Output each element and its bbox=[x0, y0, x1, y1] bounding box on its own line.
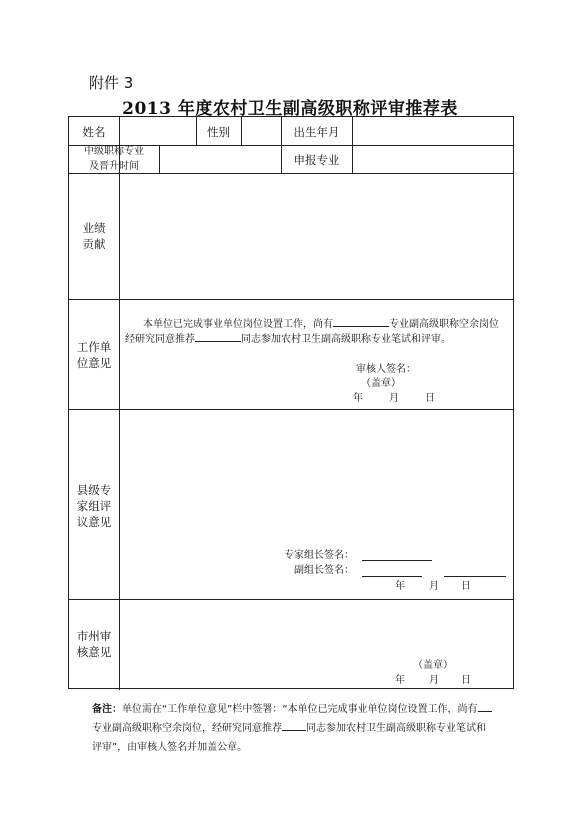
work-unit-label-line1: 工作单 bbox=[76, 340, 112, 354]
work-unit-label-line2: 位意见 bbox=[76, 356, 112, 370]
leader-signature-label: 专家组长签名： bbox=[284, 550, 354, 561]
unit-opinion-text: 本单位已完成事业单位岗位设置工作，尚有 bbox=[143, 319, 333, 330]
apply-major-label: 申报专业 bbox=[293, 153, 340, 167]
deputy-signature-label: 副组长签名： bbox=[294, 565, 354, 576]
date-day: 日 bbox=[461, 581, 471, 592]
county-label-line2: 家组评 bbox=[76, 499, 112, 513]
label-column-divider bbox=[119, 117, 120, 690]
remarks-heading: 备注： bbox=[92, 704, 122, 715]
vacancy-blank bbox=[333, 315, 389, 327]
row-divider bbox=[69, 299, 513, 300]
seal-label: （盖章） bbox=[361, 378, 401, 389]
unit-opinion-text: 经研究同意推荐 bbox=[125, 334, 195, 345]
date-year: 年 bbox=[395, 581, 405, 592]
remarks-line1 bbox=[92, 700, 512, 719]
row-divider bbox=[69, 409, 513, 410]
performance-label bbox=[69, 220, 119, 252]
city-label-line1: 市州审 bbox=[76, 629, 112, 643]
remarks-blank bbox=[478, 700, 492, 712]
cell-divider bbox=[159, 145, 160, 173]
date-year: 年 bbox=[395, 675, 405, 686]
birth-date-label: 出生年月 bbox=[293, 125, 340, 139]
reviewer-signature-label: 审核人签名： bbox=[356, 364, 416, 375]
date-year: 年 bbox=[353, 393, 363, 404]
county-expert-opinion-label bbox=[69, 482, 119, 530]
remarks-text: 评审”，由审核人签名并加盖公章。 bbox=[92, 742, 248, 753]
city-label-line2: 核意见 bbox=[76, 645, 112, 659]
remarks bbox=[92, 700, 512, 757]
performance-label-line1: 业绩 bbox=[82, 221, 106, 235]
county-label-line1: 县级专 bbox=[76, 483, 112, 497]
unit-opinion-line2 bbox=[125, 330, 451, 347]
row-divider bbox=[69, 599, 513, 600]
cell-divider bbox=[241, 117, 242, 145]
remarks-text: 单位需在“工作单位意见”栏中签署：“本单位已完成事业单位岗位设置工作，尚有 bbox=[122, 704, 478, 715]
gender-label: 性别 bbox=[207, 125, 230, 139]
remarks-text: 专业副高级职称空余岗位，经研究同意推荐 bbox=[92, 723, 282, 734]
date-month: 月 bbox=[429, 581, 439, 592]
recommendation-form bbox=[68, 116, 514, 689]
cell-divider bbox=[352, 117, 353, 173]
mid-title-label-line2: 及晋升时间 bbox=[89, 161, 139, 172]
city-review-label bbox=[69, 628, 119, 660]
remarks-blank bbox=[282, 719, 306, 731]
attachment-number: 附件 3 bbox=[89, 74, 134, 92]
remarks-line3 bbox=[92, 738, 512, 757]
name-label: 姓名 bbox=[82, 125, 106, 139]
unit-opinion-text: 同志参加农村卫生副高级职称专业笔试和评审。 bbox=[241, 334, 451, 345]
mid-title-label-line1: 中级职称专业 bbox=[84, 146, 144, 157]
remarks-line2 bbox=[92, 719, 512, 738]
date-day: 日 bbox=[425, 393, 435, 404]
deputy-signature-line bbox=[362, 576, 422, 577]
date-month: 月 bbox=[389, 393, 399, 404]
candidate-blank bbox=[195, 330, 241, 342]
date-day: 日 bbox=[461, 675, 471, 686]
leader-signature-line bbox=[362, 560, 432, 561]
page-title: 2013 年度农村卫生副高级职称评审推荐表 bbox=[122, 99, 458, 119]
performance-label-line2: 贡献 bbox=[82, 237, 106, 251]
deputy-signature-line bbox=[444, 576, 506, 577]
unit-opinion-text: 专业副高级职称空余岗位 bbox=[389, 319, 499, 330]
work-unit-opinion-label bbox=[69, 339, 119, 371]
date-month: 月 bbox=[429, 675, 439, 686]
seal-label: （盖章） bbox=[413, 660, 453, 671]
county-label-line3: 议意见 bbox=[76, 515, 112, 529]
remarks-text: 同志参加农村卫生副高级职称专业笔试和 bbox=[306, 723, 486, 734]
mid-title-label bbox=[69, 144, 159, 174]
